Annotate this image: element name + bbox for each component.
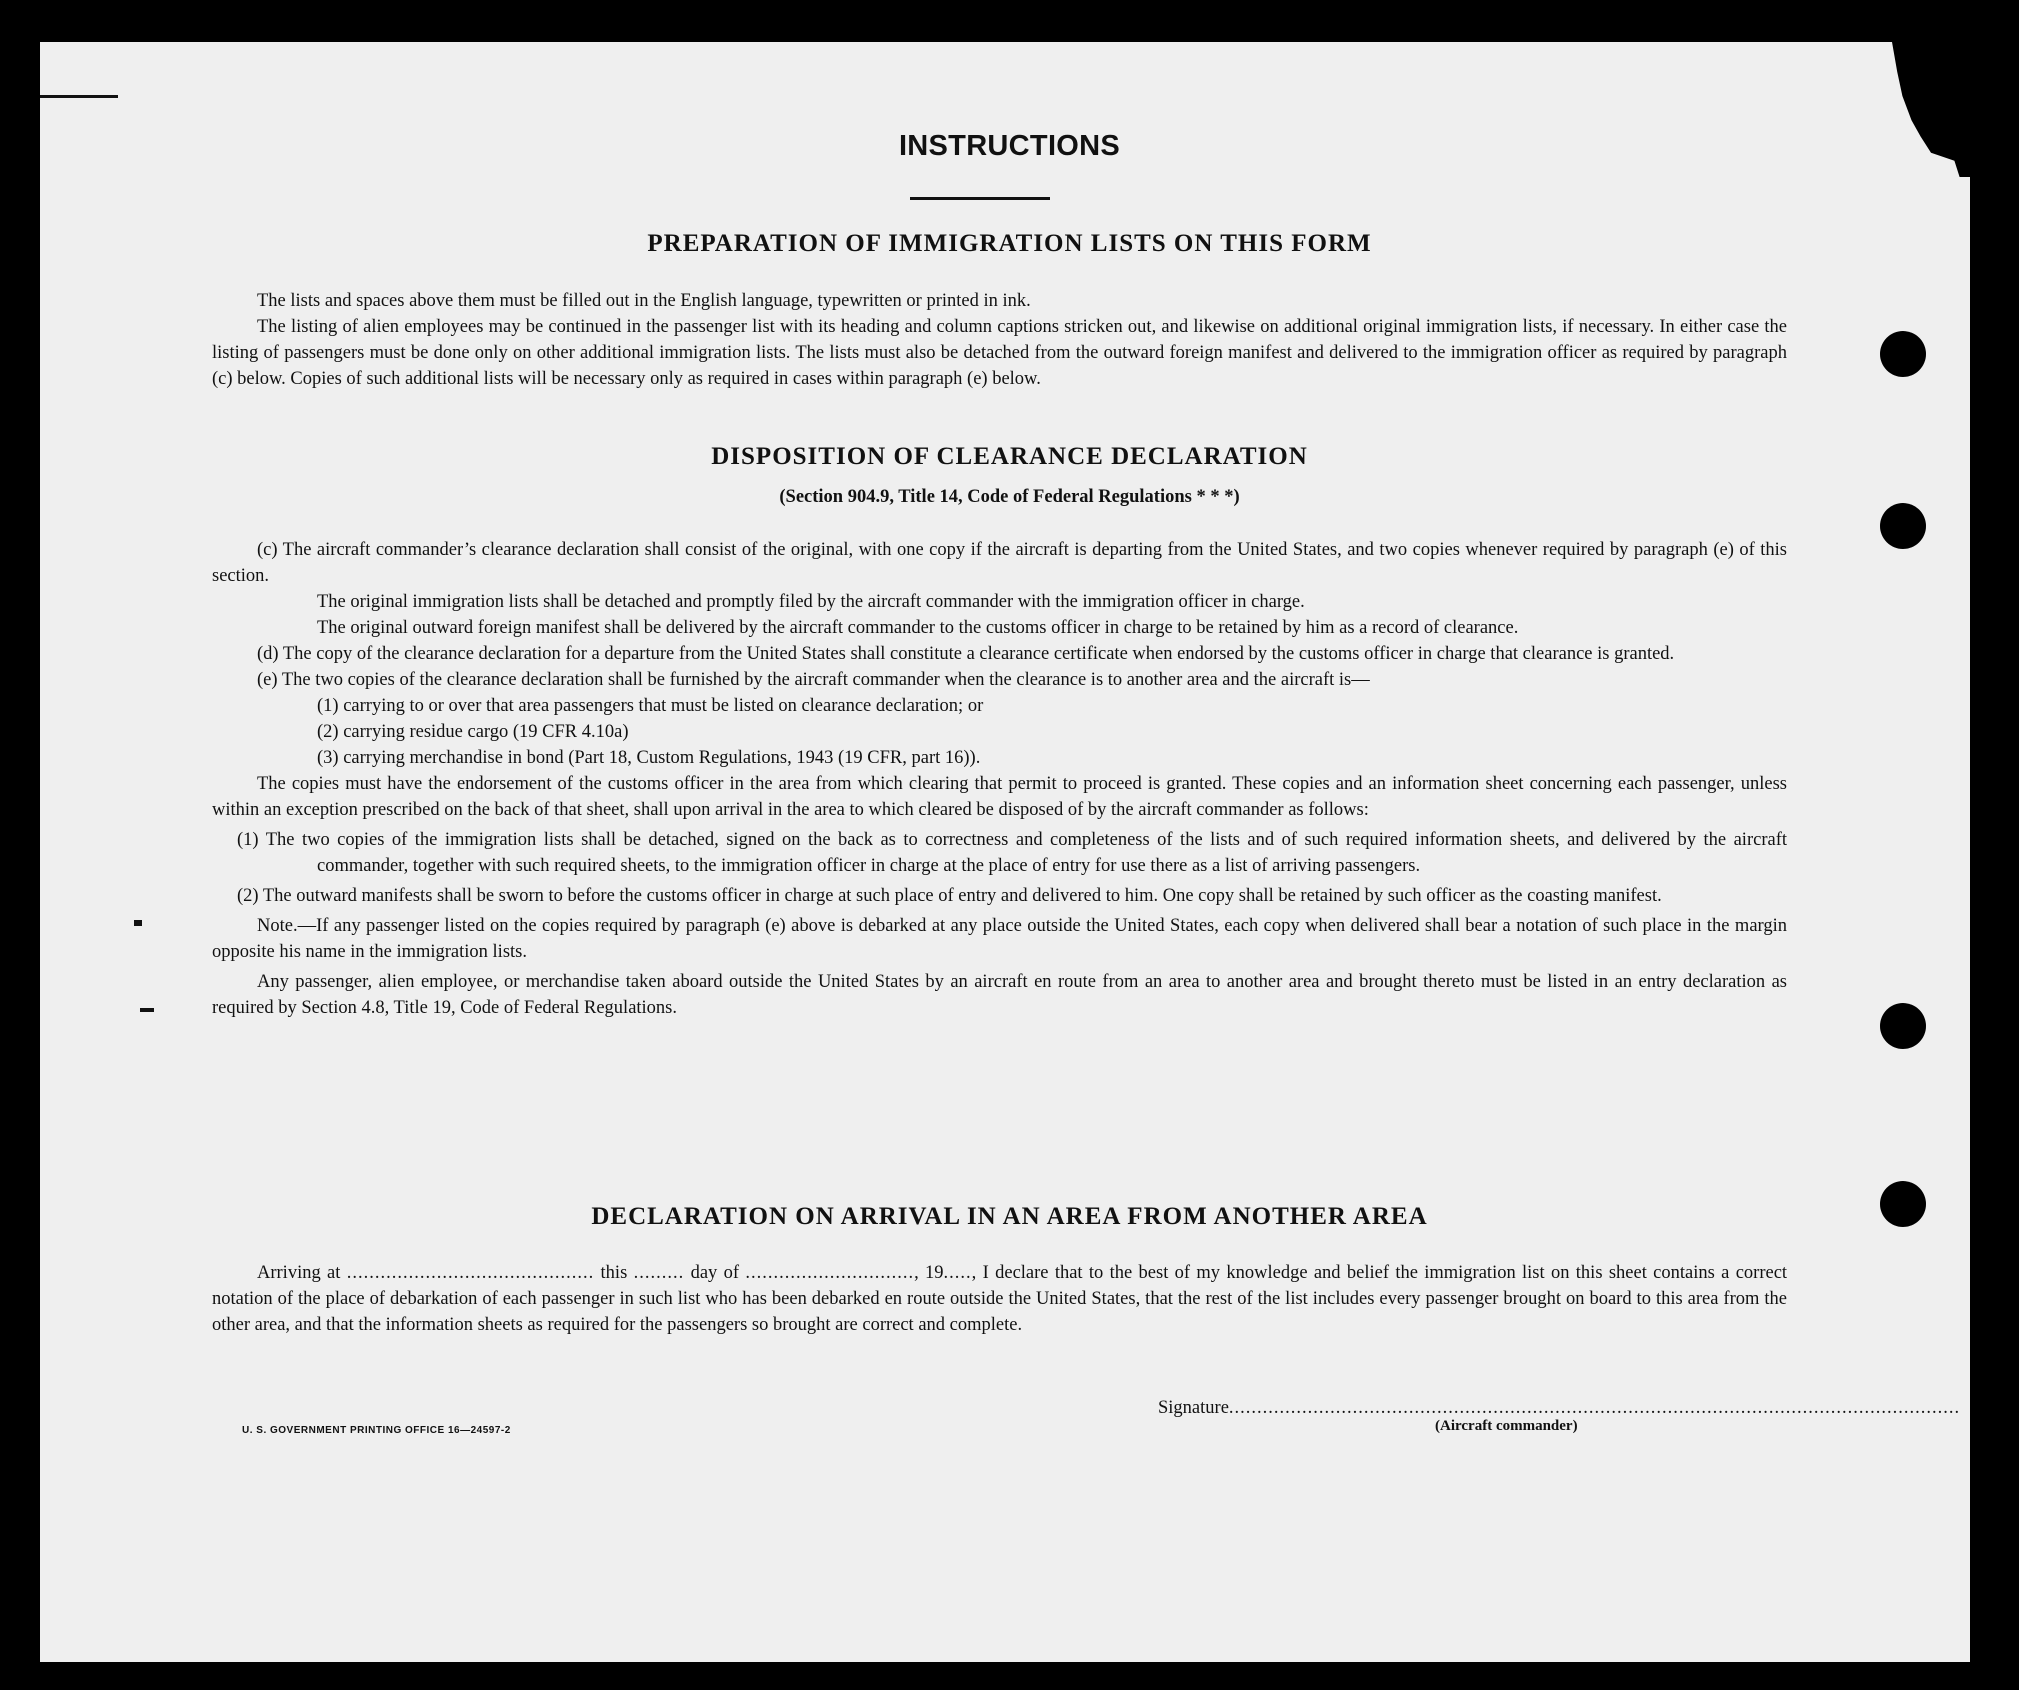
arriving-place-field[interactable]: ............................................ xyxy=(346,1263,595,1283)
list-item: (1) The two copies of the immigration lists shall be detached, signed on the back as to correctness and completeness of the lists and of such required information sheets, and delivered by the aircraft commander, together with such required sheets, to the immigration officer in charge at the place of entry for use there as a list of arriving passengers. xyxy=(237,830,1787,876)
paragraph-d: (d) The copy of the clearance declaration for a departure from the United States shall constitute a clearance certificate when endorsed by the customs officer in charge that clearance is granted. xyxy=(257,644,1675,664)
paragraph: The lists and spaces above them must be filled out in the English language, typewritten or printed in ink. xyxy=(257,291,1031,311)
title-rule xyxy=(910,197,1050,200)
signature-label: Signature xyxy=(1158,1398,1229,1418)
preparation-text xyxy=(212,288,1787,392)
paragraph: Any passenger, alien employee, or merchandise taken aboard outside the United States by an aircraft en route from an area to another area and brought thereto must be listed in an entry declaration as required by Section 4.8, Title 19, Code of Federal Regulations. xyxy=(212,972,1787,1018)
declaration-paragraph: Arriving at ............................................ this ......... day of .............................., 19....., I declare that to the best of my knowledge and belief the immigration list on this sheet contains a correct notation of the place of debarkation of each passenger in such list who has been debarked en route outside the United States, that the rest of the list includes every passenger brought on board to this area from the other area, and that the information sheets as required for the passengers so brought are correct and complete. xyxy=(212,1263,1788,1335)
signature-caption: (Aircraft commander) xyxy=(1435,1418,1578,1434)
year-field[interactable]: ..... xyxy=(943,1263,972,1283)
printer-imprint: U. S. GOVERNMENT PRINTING OFFICE 16—24597-2 xyxy=(242,1425,511,1436)
paragraph: The copies must have the endorsement of the customs officer in the area from which clearing that permit to proceed is granted. These copies and an information sheet concerning each passenger, unless within an exception prescribed on the back of that sheet, shall upon arrival in the area to which cleared be disposed of by the aircraft commander as follows: xyxy=(212,774,1787,820)
year-prefix: 19 xyxy=(925,1263,944,1283)
paragraph: The original immigration lists shall be detached and promptly filed by the aircraft commander with the immigration officer in charge. xyxy=(317,592,1305,612)
list-item: (2) The outward manifests shall be sworn to before the customs officer in charge at such place of entry and delivered to him. One copy shall be retained by such officer as the coasting manifest. xyxy=(237,886,1662,906)
declaration-text xyxy=(212,1260,1787,1338)
disposition-text xyxy=(212,537,1787,1021)
section-subheading: (Section 904.9, Title 14, Code of Federal Regulations * * *) xyxy=(779,487,1240,507)
note-paragraph: Note.—If any passenger listed on the copies required by paragraph (e) above is debarked at any place outside the United States, each copy when delivered shall bear a notation of such place in the margin opposite his name in the immigration lists. xyxy=(212,916,1787,962)
section-heading-preparation: PREPARATION OF IMMIGRATION LISTS ON THIS FORM xyxy=(647,230,1372,257)
punch-hole xyxy=(1880,331,1926,377)
arriving-label: Arriving at xyxy=(257,1263,341,1283)
day-of-label: day of xyxy=(690,1263,740,1283)
list-item: (3) carrying merchandise in bond (Part 18, Custom Regulations, 1943 (19 CFR, part 16)). xyxy=(317,748,981,768)
list-item: (1) carrying to or over that area passengers that must be listed on clearance declaration; or xyxy=(317,696,984,716)
punch-hole xyxy=(1880,1003,1926,1049)
margin-mark xyxy=(134,920,142,926)
paragraph: The listing of alien employees may be continued in the passenger list with its heading and column captions stricken out, and likewise on additional original immigration lists, if necessary. In either case the listing of passengers must be done only on other additional immigration lists. The lists must also be detached from the outward foreign manifest and delivered to the immigration officer as required by paragraph (c) below. Copies of such additional lists will be necessary only as required in cases within paragraph (e) below. xyxy=(212,317,1787,389)
punch-hole xyxy=(1880,503,1926,549)
day-field[interactable]: ......... xyxy=(633,1263,685,1283)
paragraph-e: (e) The two copies of the clearance declaration shall be furnished by the aircraft commander when the clearance is to another area and the aircraft is— xyxy=(257,670,1370,690)
month-field[interactable]: .............................. xyxy=(745,1263,915,1283)
page-title: INSTRUCTIONS xyxy=(898,130,1121,162)
section-heading-declaration: DECLARATION ON ARRIVAL IN AN AREA FROM ANOTHER AREA xyxy=(591,1203,1428,1230)
margin-mark xyxy=(140,1008,154,1012)
list-item: (2) carrying residue cargo (19 CFR 4.10a) xyxy=(317,722,629,742)
paragraph-c: (c) The aircraft commander’s clearance declaration shall consist of the original, with one copy if the aircraft is departing from the United States, and two copies whenever required by paragraph (e) of this section. xyxy=(212,540,1787,586)
paragraph: The original outward foreign manifest shall be delivered by the aircraft commander to the customs officer in charge to be retained by him as a record of clearance. xyxy=(317,618,1519,638)
signature-field[interactable]: Signature.................................................................................................................................. xyxy=(1158,1398,1961,1418)
this-label: this xyxy=(600,1263,628,1283)
section-heading-disposition: DISPOSITION OF CLEARANCE DECLARATION xyxy=(711,443,1308,470)
margin-mark xyxy=(40,95,118,98)
declaration-body: I declare that to the best of my knowledge and belief the immigration list on this sheet contains a correct notation of the place of debarkation of each passenger in such list who has been debarked en route outside the United States, that the rest of the list includes every passenger brought on board to this area from the other area, and that the information sheets as required for the passengers so brought are correct and complete. xyxy=(212,1263,1788,1335)
